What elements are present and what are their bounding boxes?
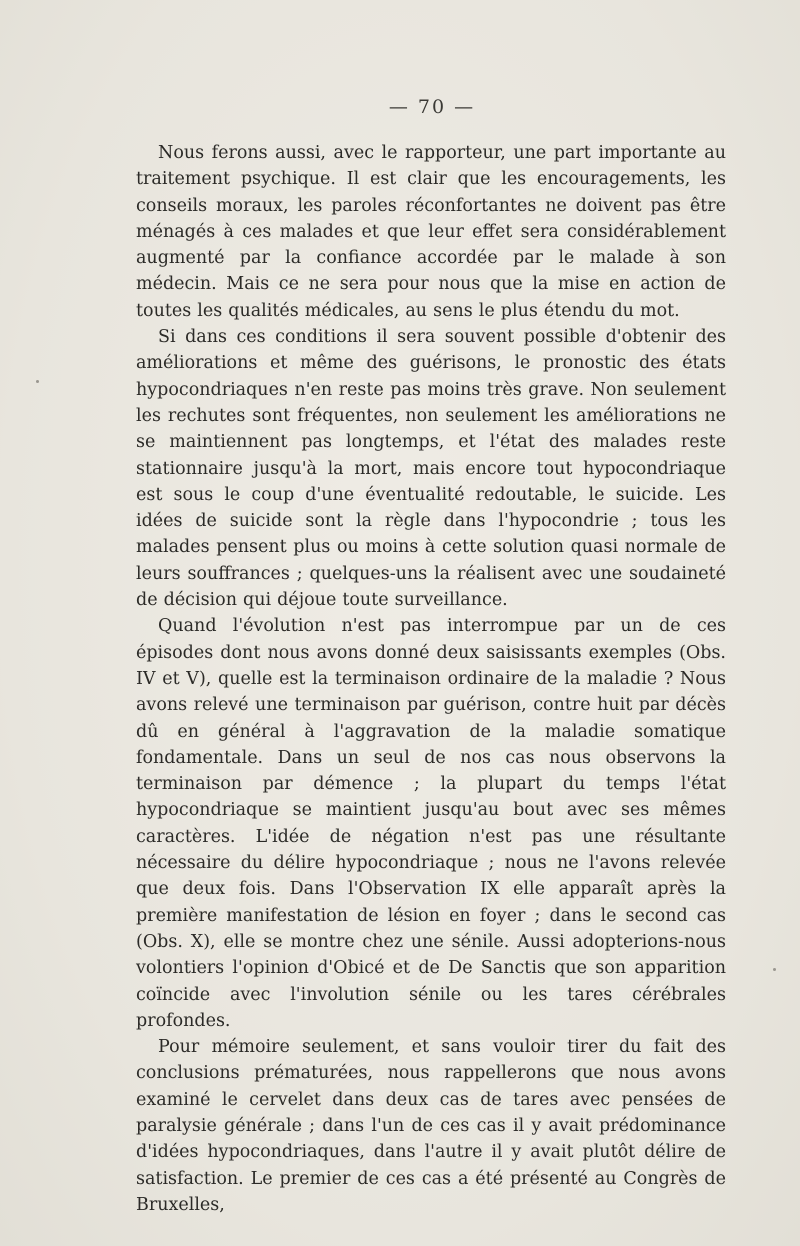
page-number: — 70 — [388, 96, 476, 118]
paragraph-prognosis: Si dans ces conditions il sera souvent possible d'obtenir des améliorations et même des guérisons, le pronostic des états hypocondriaques n'en reste pas moins très grave. Non seulement les rechutes sont fréquentes, non seulement les améliorations ne se maintiennent pas longtemps, et l'état des malades reste stationnaire jusqu'à la mort, mais encore tout hypocondriaque est sous le coup d'une éventualité redoutable, le suicide. Les idées de suicide sont la règle dans l'hypocondrie ; tous les malades pensent plus ou moins à cette solution quasi normale de leurs souffrances ; quelques-uns la réalisent avec une soudaineté de décision qui déjoue toute surveillance. [136, 327, 726, 611]
paragraph-cerebellum: Pour mémoire seulement, et sans vouloir tirer du fait des conclusions prématurées, nous rappellerons que nous avons examiné le cervelet dans deux cas de tares avec pensées de paralysie générale ; dans l'un de ces cas il y avait prédominance d'idées hypocondriaques, dans l'autre il y avait plutôt délire de satisfaction. Le premier de ces cas a été présenté au Congrès de Bruxelles, [136, 1037, 726, 1215]
paper-speck [36, 380, 39, 383]
paragraph-termination: Quand l'évolution n'est pas interrompue par un de ces épisodes dont nous avons donné deux saisissants exemples (Obs. IV et V), quelle est la terminaison ordinaire de la maladie ? Nous avons relevé une terminaison par guérison, contre huit par décès dû en général à l'aggravation de la maladie somatique fondamentale. Dans un seul de nos cas nous observons la terminaison par démence ; la plupart du temps l'état hypocondriaque se maintient jusqu'au bout avec ses mêmes caractères. L'idée de négation n'est pas une résultante nécessaire du délire hypocondriaque ; nous ne l'avons relevée que deux fois. Dans l'Observation IX elle apparaît après la première manifestation de lésion en foyer ; dans le second cas (Obs. X), elle se montre chez une sénile. Aussi adopterions-nous volontiers l'opinion d'Obicé et de De Sanctis que son apparition coïncide avec l'involution sénile ou les tares cérébrales profondes. [136, 616, 726, 1031]
paper-speck [773, 968, 776, 971]
paragraph-psychic-treatment: Nous ferons aussi, avec le rapporteur, une part importante au traitement psychique. Il est clair que les encouragements, les conseils moraux, les paroles réconfortantes ne doivent pas être ménagés à ces malades et que leur effet sera considérablement augmenté par la confiance accordée par le malade à son médecin. Mais ce ne sera pour nous que la mise en action de toutes les qualités médicales, au sens le plus étendu du mot. [136, 143, 726, 321]
body-text [136, 140, 726, 1218]
